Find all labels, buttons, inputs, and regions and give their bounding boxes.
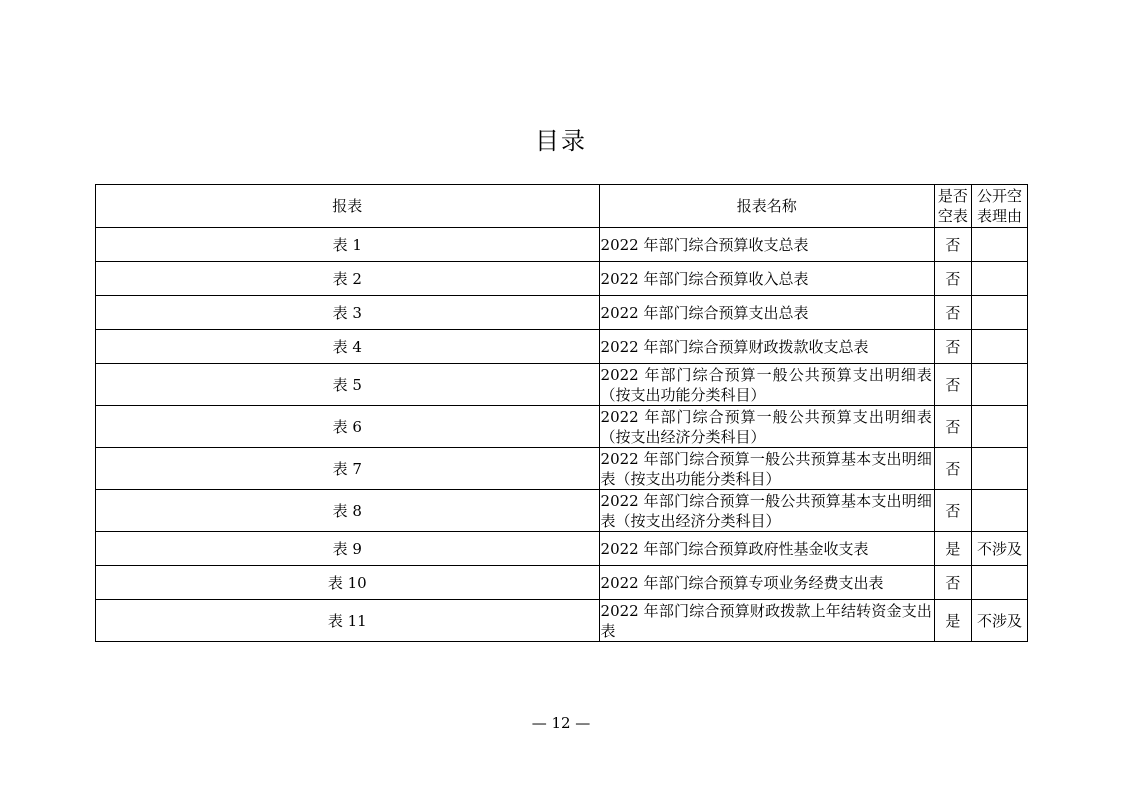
table-header-row <box>96 185 1028 228</box>
reason-cell <box>971 490 1027 532</box>
report-id-cell: 表 3 <box>96 296 600 330</box>
reason-cell <box>971 228 1027 262</box>
reason-cell <box>971 330 1027 364</box>
table-row <box>96 490 1028 532</box>
report-id-cell: 表 6 <box>96 406 600 448</box>
report-name-cell: 2022 年部门综合预算收入总表 <box>599 262 934 296</box>
report-id-cell: 表 7 <box>96 448 600 490</box>
table-row <box>96 600 1028 642</box>
table-row <box>96 406 1028 448</box>
table-row <box>96 448 1028 490</box>
report-id-cell: 表 11 <box>96 600 600 642</box>
header-report: 报表 <box>96 185 600 228</box>
reason-cell <box>971 448 1027 490</box>
report-id-cell: 表 2 <box>96 262 600 296</box>
is-empty-cell: 是 <box>934 532 971 566</box>
table-row <box>96 228 1028 262</box>
is-empty-cell: 否 <box>934 262 971 296</box>
report-id-cell: 表 10 <box>96 566 600 600</box>
report-name-cell: 2022 年部门综合预算一般公共预算支出明细表（按支出经济分类科目） <box>599 406 934 448</box>
reason-cell: 不涉及 <box>971 600 1027 642</box>
is-empty-cell: 否 <box>934 448 971 490</box>
table-row <box>96 364 1028 406</box>
reason-cell: 不涉及 <box>971 532 1027 566</box>
reason-cell <box>971 406 1027 448</box>
page-number: — 12 — <box>531 714 591 732</box>
reason-cell <box>971 364 1027 406</box>
report-name-cell: 2022 年部门综合预算财政拨款收支总表 <box>599 330 934 364</box>
header-is-empty: 是否空表 <box>934 185 971 228</box>
is-empty-cell: 否 <box>934 296 971 330</box>
is-empty-cell: 否 <box>934 406 971 448</box>
report-id-cell: 表 4 <box>96 330 600 364</box>
report-name-cell: 2022 年部门综合预算支出总表 <box>599 296 934 330</box>
report-name-cell: 2022 年部门综合预算政府性基金收支表 <box>599 532 934 566</box>
catalog-table <box>95 184 1028 642</box>
report-name-cell: 2022 年部门综合预算一般公共预算基本支出明细表（按支出功能分类科目） <box>599 448 934 490</box>
table-row <box>96 296 1028 330</box>
is-empty-cell: 否 <box>934 364 971 406</box>
is-empty-cell: 否 <box>934 490 971 532</box>
header-reason: 公开空表理由 <box>971 185 1027 228</box>
report-id-cell: 表 5 <box>96 364 600 406</box>
table-row <box>96 532 1028 566</box>
report-id-cell: 表 9 <box>96 532 600 566</box>
reason-cell <box>971 296 1027 330</box>
reason-cell <box>971 262 1027 296</box>
table-row <box>96 566 1028 600</box>
report-name-cell: 2022 年部门综合预算专项业务经费支出表 <box>599 566 934 600</box>
report-name-cell: 2022 年部门综合预算一般公共预算基本支出明细表（按支出经济分类科目） <box>599 490 934 532</box>
is-empty-cell: 否 <box>934 566 971 600</box>
is-empty-cell: 否 <box>934 330 971 364</box>
report-name-cell: 2022 年部门综合预算财政拨款上年结转资金支出表 <box>599 600 934 642</box>
report-id-cell: 表 1 <box>96 228 600 262</box>
header-report-name: 报表名称 <box>599 185 934 228</box>
page-title: 目录 <box>535 127 587 155</box>
report-name-cell: 2022 年部门综合预算收支总表 <box>599 228 934 262</box>
is-empty-cell: 是 <box>934 600 971 642</box>
is-empty-cell: 否 <box>934 228 971 262</box>
table-row <box>96 330 1028 364</box>
report-id-cell: 表 8 <box>96 490 600 532</box>
report-name-cell: 2022 年部门综合预算一般公共预算支出明细表（按支出功能分类科目） <box>599 364 934 406</box>
reason-cell <box>971 566 1027 600</box>
table-row <box>96 262 1028 296</box>
